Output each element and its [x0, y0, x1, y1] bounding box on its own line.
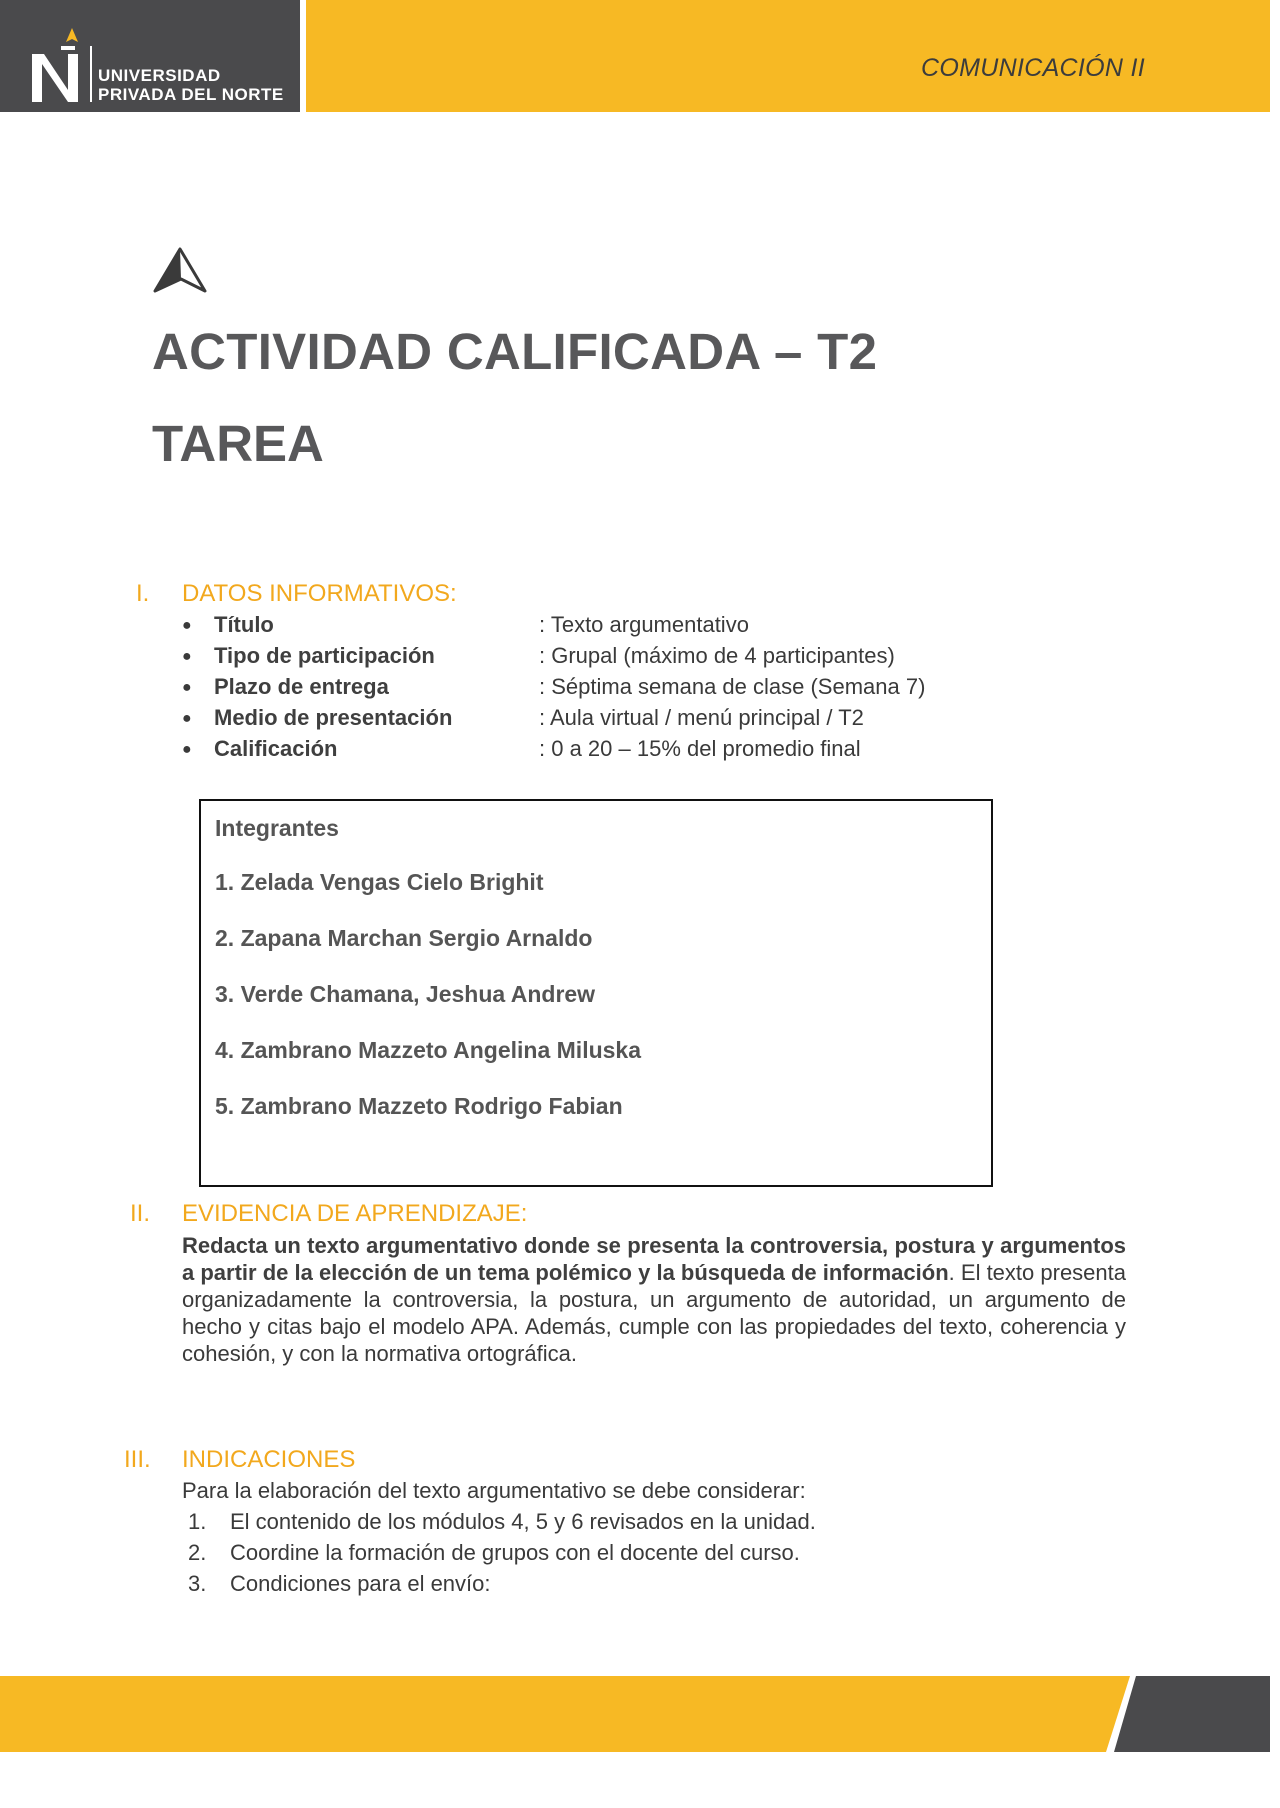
page-header	[0, 0, 1270, 112]
list-item	[188, 1540, 800, 1566]
section-2-title: EVIDENCIA DE APRENDIZAJE:	[182, 1200, 528, 1227]
member-item: 5. Zambrano Mazzeto Rodrigo Fabian	[215, 1093, 623, 1119]
logo-line-2: PRIVADA DEL NORTE	[98, 85, 284, 104]
member-item: 1. Zelada Vengas Cielo Brighit	[215, 869, 544, 895]
member-item: 2. Zapana Marchan Sergio Arnaldo	[215, 925, 593, 951]
footer-dark-corner	[0, 1676, 1270, 1752]
info-value: : Grupal (máximo de 4 participantes)	[539, 643, 895, 668]
info-label: Medio de presentación	[214, 705, 453, 730]
info-label: Plazo de entrega	[214, 674, 389, 699]
university-n-logo-icon	[28, 28, 86, 102]
info-row	[182, 736, 1002, 766]
info-row	[182, 643, 1002, 673]
info-value: : 0 a 20 – 15% del promedio final	[539, 736, 861, 761]
list-text: Condiciones para el envío:	[230, 1571, 491, 1596]
info-label: Tipo de participación	[214, 643, 435, 668]
list-text: Coordine la formación de grupos con el docente del curso.	[230, 1540, 800, 1565]
list-number: 3.	[188, 1571, 207, 1596]
arrow-triangle-icon	[150, 246, 208, 294]
info-value: : Séptima semana de clase (Semana 7)	[539, 674, 926, 699]
bullet-icon: ●	[182, 617, 192, 634]
section-3-title: INDICACIONES	[182, 1446, 356, 1473]
page-title: ACTIVIDAD CALIFICADA – T2	[152, 323, 878, 380]
section-1-title: DATOS INFORMATIVOS:	[182, 580, 457, 607]
list-number: 1.	[188, 1509, 207, 1534]
section-2-number: II.	[130, 1200, 151, 1227]
list-text: El contenido de los módulos 4, 5 y 6 revisados en la unidad.	[230, 1509, 816, 1534]
bullet-icon: ●	[182, 710, 192, 727]
logo-divider	[90, 46, 92, 102]
logo-text	[98, 66, 284, 104]
section-1-number: I.	[136, 580, 150, 607]
bullet-icon: ●	[182, 648, 192, 665]
bullet-icon: ●	[182, 679, 192, 696]
learning-evidence-paragraph	[182, 1232, 1126, 1367]
info-value: : Texto argumentativo	[539, 612, 749, 637]
member-item: 4. Zambrano Mazzeto Angelina Miluska	[215, 1037, 642, 1063]
list-number: 2.	[188, 1540, 207, 1565]
page-subtitle: TAREA	[152, 415, 324, 472]
info-row	[182, 612, 1002, 642]
paragraph-bold-text: Redacta un texto argumentativo donde se presenta la controversia, postura y argumentos a partir de la elección de un tema polémico y la búsqueda de información	[182, 1233, 1126, 1285]
info-value: : Aula virtual / menú principal / T2	[539, 705, 864, 730]
university-logo	[0, 0, 300, 112]
info-row	[182, 674, 1002, 704]
bullet-icon: ●	[182, 741, 192, 758]
list-item	[188, 1509, 816, 1535]
member-item: 3. Verde Chamana, Jeshua Andrew	[215, 981, 596, 1007]
info-row	[182, 705, 1002, 735]
section-3-number: III.	[124, 1446, 151, 1473]
course-title: COMUNICACIÓN II	[921, 54, 1145, 82]
info-label: Calificación	[214, 736, 338, 761]
list-item	[188, 1571, 491, 1597]
members-box	[199, 799, 993, 1187]
paragraph-text: . El texto presenta organizadamente la controversia, la postura, un argumento de autoridad, un argumento de hecho y citas bajo el modelo APA. Además, cumple con las propiedades del texto, coherencia y cohesión, y con la normativa ortográfica.	[182, 1260, 1127, 1366]
info-label: Título	[214, 612, 274, 637]
indications-intro: Para la elaboración del texto argumentativo se debe considerar:	[182, 1478, 806, 1503]
members-heading: Integrantes	[215, 815, 339, 841]
logo-line-1: UNIVERSIDAD	[98, 66, 221, 85]
